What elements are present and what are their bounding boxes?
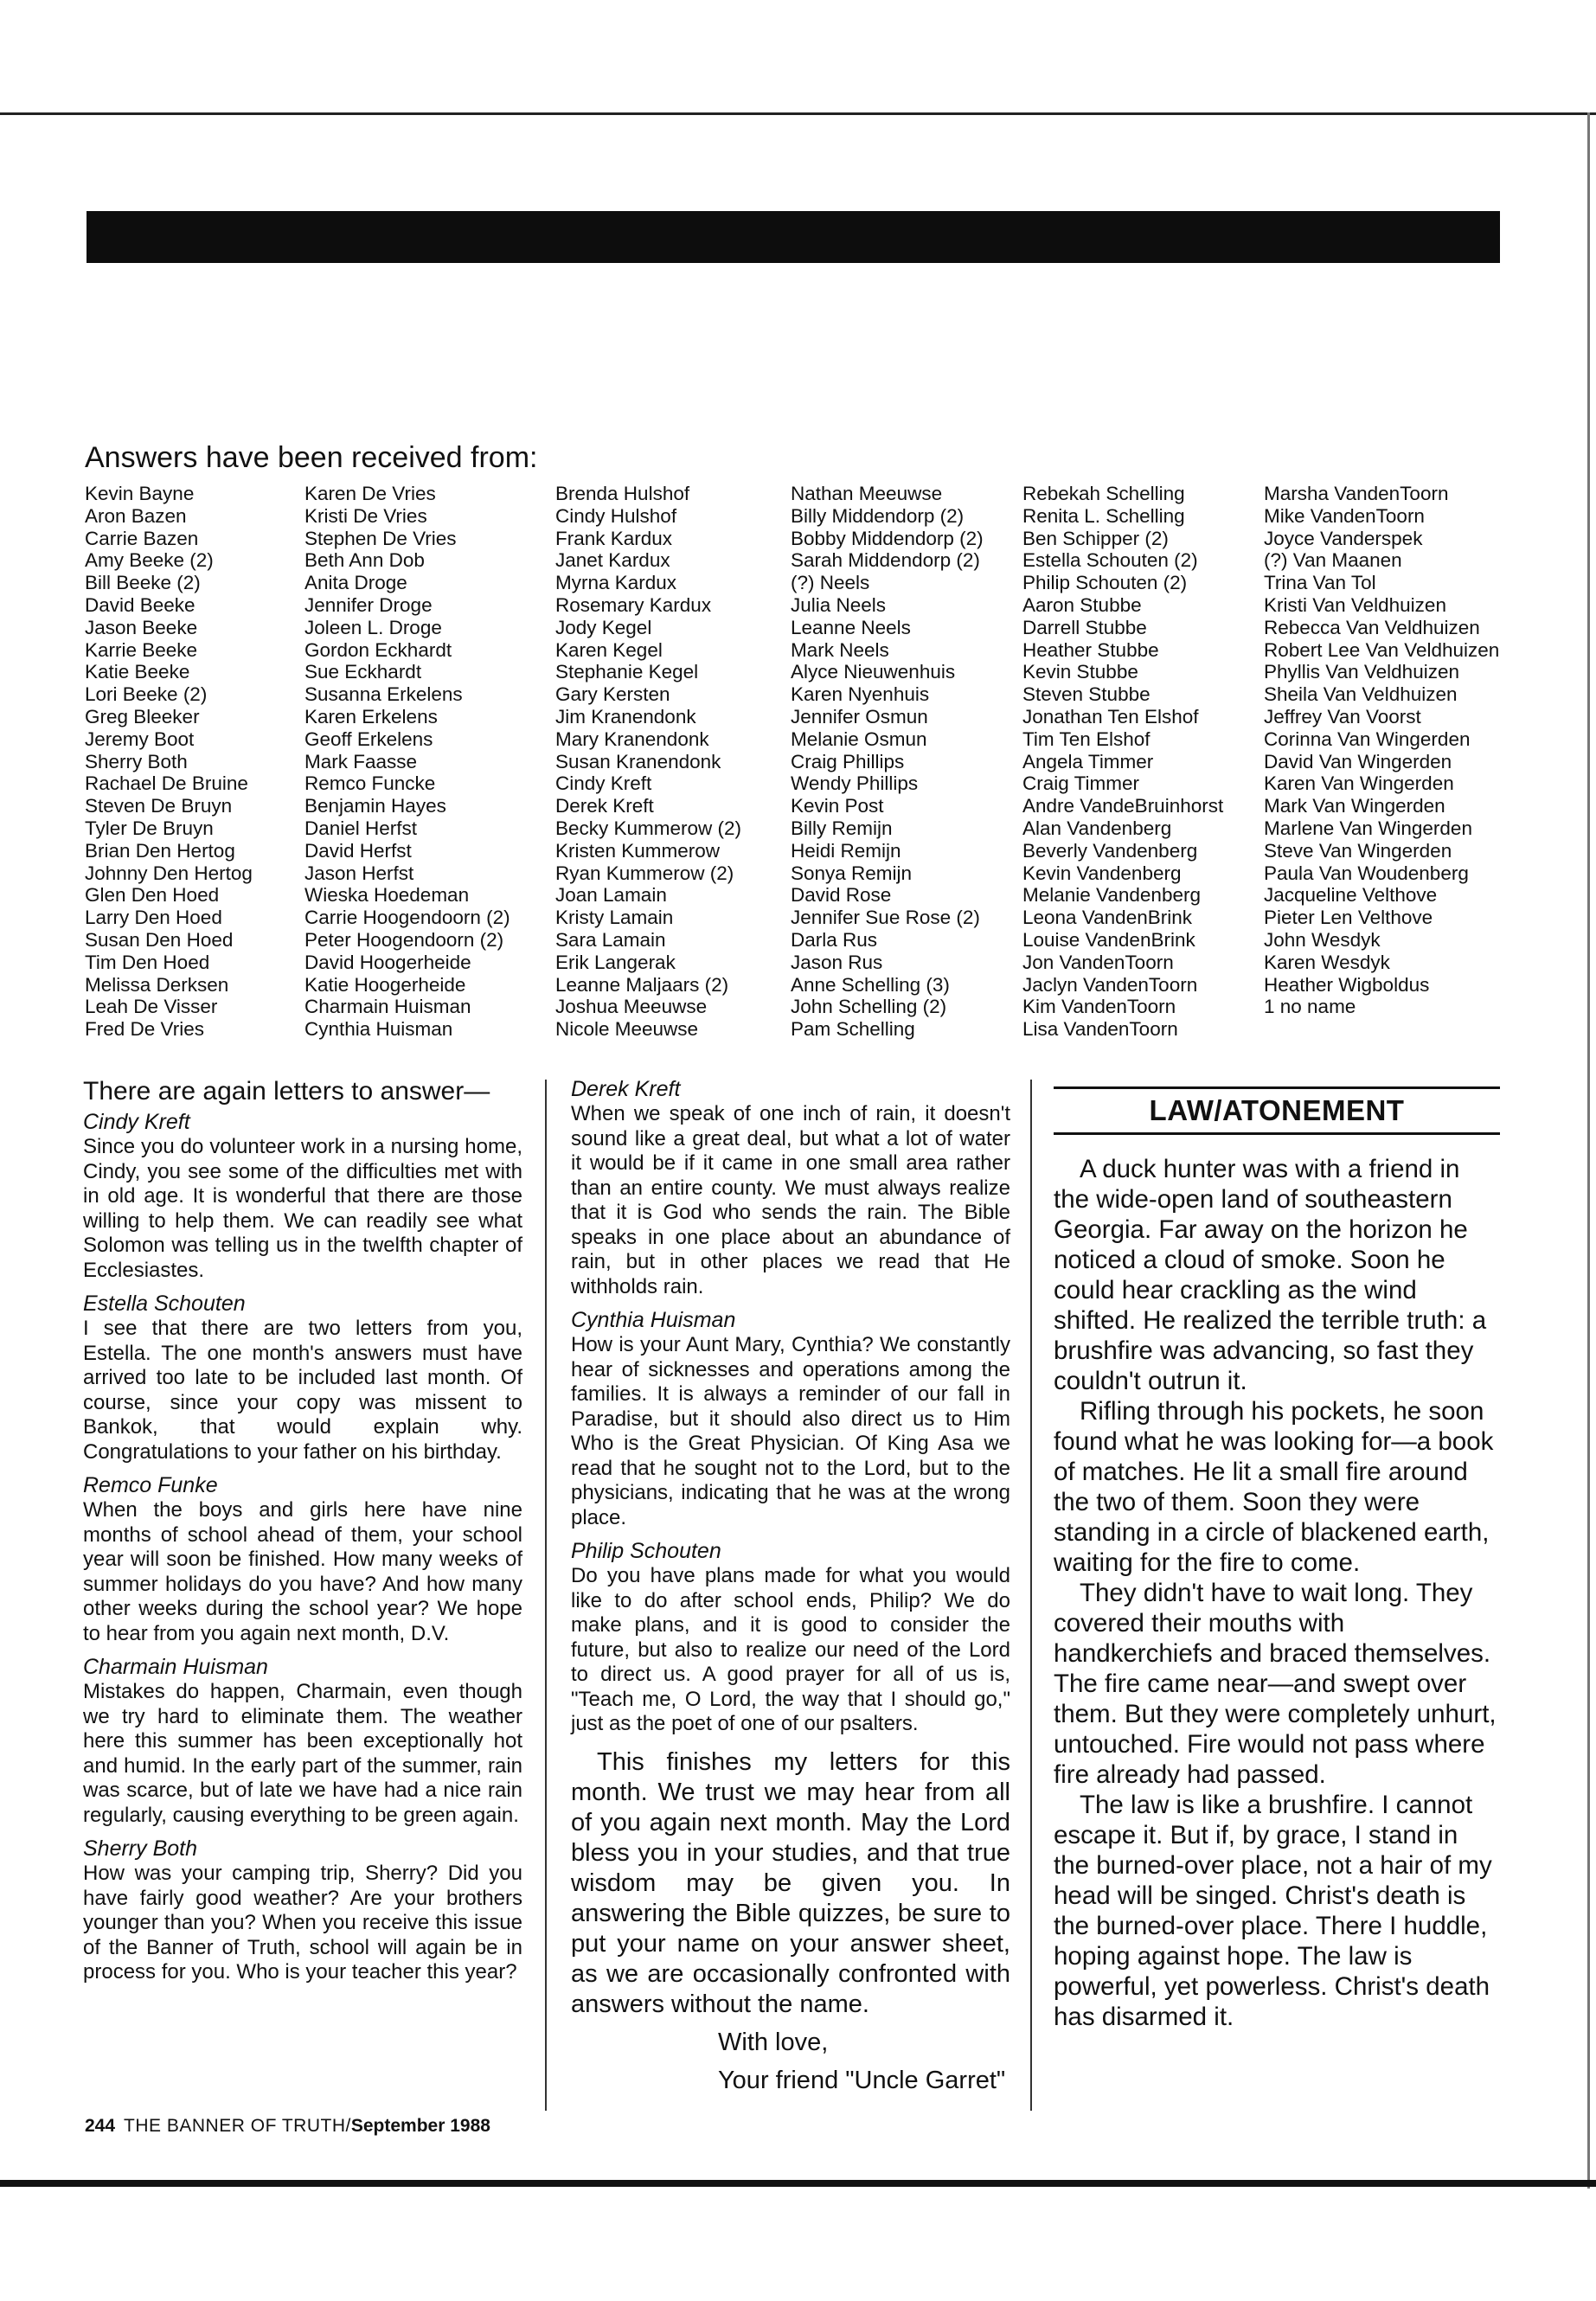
respondent-name: Karrie Beeke [85, 638, 198, 661]
respondent-name: Kim VandenToorn [1022, 996, 1176, 1018]
respondent-name: Frank Kardux [555, 527, 673, 549]
respondent-name: David Van Wingerden [1264, 750, 1452, 772]
respondent-name: Jason Rus [791, 951, 883, 973]
issue-date: September 1988 [350, 2116, 490, 2136]
respondent-name: Corinna Van Wingerden [1264, 727, 1471, 750]
respondent-name: John Wesdyk [1264, 928, 1381, 951]
respondent-name: Tim Den Hoed [85, 951, 210, 973]
respondent-name: Carrie Bazen [85, 527, 199, 549]
respondent-name: Cindy Hulshof [555, 504, 677, 527]
respondent-name: Paula Van Woudenberg [1264, 862, 1469, 884]
respondent-name: Kristy Lamain [555, 907, 674, 929]
respondent-name: Trina Van Tol [1264, 572, 1376, 594]
names-column-5 [1022, 483, 1223, 1041]
respondent-name: Susanna Erkelens [304, 683, 463, 706]
respondent-name: Gary Kersten [555, 683, 670, 706]
letter-text: Since you do volunteer work in a nursing home, Cindy, you see some of the difficulties met with in old age. It is wonderful that there are those willing to help them. We can readily see what Solomon was telling us in the twelfth chapter of Ecclesiastes. [83, 1135, 522, 1282]
respondent-name: Karen Kegel [555, 638, 663, 661]
respondent-name: Anne Schelling (3) [791, 973, 950, 996]
respondent-name: Aron Bazen [85, 504, 187, 527]
respondent-name: Jaclyn VandenToorn [1022, 973, 1198, 996]
respondent-name: Darla Rus [791, 928, 878, 951]
page-right-edge [1587, 112, 1590, 2189]
respondent-name: David Herfst [304, 839, 412, 862]
respondent-name: Benjamin Hayes [304, 795, 446, 817]
respondent-name: Melissa Derksen [85, 973, 229, 996]
respondent-name: Kristi Van Veldhuizen [1264, 593, 1446, 616]
letter-text: When we speak of one inch of rain, it doesn't sound like a great deal, but what a lot of water it would be if it came in one small area rather than an entire county. We must always realize that it is God who sends the rain. The Bible speaks in one place about an abundance of rain, but in other places we read that He withholds rain. [571, 1102, 1010, 1298]
respondent-name: Angela Timmer [1022, 750, 1154, 772]
respondent-name: Jeremy Boot [85, 727, 195, 750]
signoff-line-1: With love, [718, 2028, 829, 2056]
names-column-2 [304, 483, 510, 1041]
page-number: 244 [85, 2116, 116, 2136]
respondent-name: Lisa VandenToorn [1022, 1018, 1178, 1041]
respondent-name: David Rose [791, 884, 892, 907]
article-body [1054, 1154, 1500, 2032]
respondent-name: Robert Lee Van Veldhuizen [1264, 638, 1500, 661]
respondent-name: Glen Den Hoed [85, 884, 220, 907]
respondent-name: Leah De Visser [85, 996, 218, 1018]
respondent-name: Erik Langerak [555, 951, 676, 973]
law-atonement-article [1054, 1086, 1500, 2032]
signoff-line-2: Your friend "Uncle Garret" [718, 2066, 1006, 2094]
letter-entry [571, 1538, 1010, 1737]
respondent-name: Karen Van Wingerden [1264, 772, 1454, 795]
respondent-name: Jason Herfst [304, 862, 414, 884]
article-paragraph: A duck hunter was with a friend in the wide-open land of southeastern Georgia. Far away on the horizon he noticed a cloud of smoke. Soon he could hear crackling as the wind shifted. He realized the terrible truth: a brushfire was advancing, so fast they couldn't outrun it. [1054, 1155, 1487, 1395]
respondent-name: Nathan Meeuwse [791, 483, 943, 504]
letter-entry [83, 1654, 522, 1828]
letter-recipient: Philip Schouten [571, 1539, 721, 1563]
respondent-name: Philip Schouten (2) [1022, 572, 1188, 594]
respondent-name: Aaron Stubbe [1022, 593, 1142, 616]
respondent-name: Joshua Meeuwse [555, 996, 708, 1018]
article-rule-bottom [1054, 1132, 1500, 1135]
respondent-name: Susan Den Hoed [85, 928, 234, 951]
respondent-name: Louise VandenBrink [1022, 928, 1195, 951]
respondent-name: Sheila Van Veldhuizen [1264, 683, 1458, 706]
respondent-name: Rachael De Bruine [85, 772, 248, 795]
respondent-name: Katie Hoogerheide [304, 973, 466, 996]
letter-entry [83, 1472, 522, 1646]
respondent-name: Jody Kegel [555, 616, 652, 638]
respondent-name: Heather Wigboldus [1264, 973, 1430, 996]
respondent-name: Billy Remijn [791, 817, 893, 839]
respondent-name: Jon VandenToorn [1022, 951, 1174, 973]
respondent-name: Sarah Middendorp (2) [791, 549, 980, 572]
respondent-name: Janet Kardux [555, 549, 670, 572]
respondent-name: David Hoogerheide [304, 951, 471, 973]
respondent-name: Marsha VandenToorn [1264, 483, 1449, 504]
closing-paragraph: This finishes my letters for this month. We trust we may hear from all of you again next month. May the Lord bless you in your studies, and that true wisdom may be given you. In answering the Bible quizzes, be sure to put your name on your answer sheet, as we are occasionally confronted with answers without the name. [571, 1747, 1010, 2018]
column-divider-right [1030, 1080, 1032, 2111]
letter-recipient: Cynthia Huisman [571, 1308, 736, 1332]
letter-entry [83, 1836, 522, 1985]
letters-intro: There are again letters to answer— [83, 1077, 490, 1106]
respondent-name: Lori Beeke (2) [85, 683, 208, 706]
respondent-name: Sue Eckhardt [304, 661, 422, 683]
respondent-name: David Beeke [85, 593, 195, 616]
respondent-name: Melanie Osmun [791, 727, 927, 750]
respondent-name: Stephen De Vries [304, 527, 457, 549]
respondent-name: Kevin Stubbe [1022, 661, 1138, 683]
respondent-name: Beth Ann Dob [304, 549, 425, 572]
article-paragraph: They didn't have to wait long. They covered their mouths with handkerchiefs and braced themselves. The fire came near—and swept over them. But they were completely unhurt, untouched. Fire would not pass where fire already had passed. [1054, 1579, 1497, 1789]
names-column-4 [791, 483, 984, 1041]
letters-column-2 [571, 1076, 1010, 2096]
names-column-1 [85, 483, 253, 1041]
respondent-name: Andre VandeBruinhorst [1022, 795, 1224, 817]
respondent-name: Kevin Vandenberg [1022, 862, 1182, 884]
letter-entry [83, 1291, 522, 1465]
respondent-name: Cindy Kreft [555, 772, 652, 795]
respondent-name: Cynthia Huisman [304, 1018, 453, 1041]
respondent-name: Estella Schouten (2) [1022, 549, 1198, 572]
respondent-name: Myrna Kardux [555, 572, 677, 594]
respondent-name: Daniel Herfst [304, 817, 418, 839]
respondent-name: Rosemary Kardux [555, 593, 712, 616]
respondent-name: Mark Neels [791, 638, 889, 661]
respondent-name: Joleen L. Droge [304, 616, 442, 638]
respondent-name: Geoff Erkelens [304, 727, 433, 750]
respondent-name: Craig Timmer [1022, 772, 1140, 795]
respondent-name: Karen De Vries [304, 483, 436, 504]
letter-text: How is your Aunt Mary, Cynthia? We constantly hear of sicknesses and operations among the families. It is always a reminder of our fall in Paradise, but it should also direct us to Him Who is the Great Physician. Of King Asa we read that he sought not to the Lord, but to the physicians, indicating that he was at the wrong place. [571, 1333, 1010, 1529]
respondent-name: Ben Schipper (2) [1022, 527, 1169, 549]
letters-column-1 [83, 1076, 522, 1993]
respondent-name: Craig Phillips [791, 750, 905, 772]
respondent-name: Jonathan Ten Elshof [1022, 705, 1199, 727]
respondent-name: John Schelling (2) [791, 996, 947, 1018]
respondent-name: Alan Vandenberg [1022, 817, 1172, 839]
article-title: LAW/ATONEMENT [1149, 1094, 1405, 1126]
respondent-name: Becky Kummerow (2) [555, 817, 742, 839]
respondent-name: Karen Wesdyk [1264, 951, 1390, 973]
respondent-name: Heather Stubbe [1022, 638, 1159, 661]
respondent-name: Gordon Eckhardt [304, 638, 452, 661]
column-divider-left [545, 1080, 547, 2111]
respondent-name: Pam Schelling [791, 1018, 915, 1041]
respondent-name: Pieter Len Velthove [1264, 907, 1433, 929]
respondent-name: Billy Middendorp (2) [791, 504, 965, 527]
article-paragraph: The law is like a brushfire. I cannot escape it. But if, by grace, I stand in the burned-over place, not a hair of my head will be singed. Christ's death is the burned-over place. There I huddle, hoping against hope. The law is powerful, yet powerless. Christ's death has disarmed it. [1054, 1791, 1492, 2031]
respondent-name: Rebecca Van Veldhuizen [1264, 616, 1480, 638]
respondent-name: Charmain Huisman [304, 996, 471, 1018]
respondent-name: Leanne Neels [791, 616, 911, 638]
respondent-name: Jennifer Sue Rose (2) [791, 907, 980, 929]
respondent-name: Carrie Hoogendoorn (2) [304, 907, 510, 929]
respondent-name: Joyce Vanderspek [1264, 527, 1423, 549]
respondent-name: Kristi De Vries [304, 504, 427, 527]
respondent-name: Julia Neels [791, 593, 887, 616]
respondent-name: Mike VandenToorn [1264, 504, 1425, 527]
respondent-name: Brian Den Hertog [85, 839, 235, 862]
respondent-name: Katie Beeke [85, 661, 190, 683]
respondent-name: Marlene Van Wingerden [1264, 817, 1472, 839]
respondent-name: Sonya Remijn [791, 862, 913, 884]
respondent-name: Kevin Bayne [85, 483, 195, 504]
respondent-name: Mark Van Wingerden [1264, 795, 1445, 817]
letter-text: I see that there are two letters from you, Estella. The one month's answers must have arrived too late to be included last month. Of course, since your copy was missent to Bankok, that would explain why. Congratulations to your father on his birthday. [83, 1317, 522, 1464]
respondent-name: Tim Ten Elshof [1022, 727, 1151, 750]
respondent-name: Jason Beeke [85, 616, 198, 638]
respondent-name: Phyllis Van Veldhuizen [1264, 661, 1459, 683]
respondent-name: Bobby Middendorp (2) [791, 527, 984, 549]
publication-name: THE BANNER OF TRUTH/ [124, 2116, 351, 2136]
respondent-name: Renita L. Schelling [1022, 504, 1185, 527]
respondent-name: Kevin Post [791, 795, 884, 817]
respondent-name: Nicole Meeuwse [555, 1018, 699, 1041]
respondent-name: Beverly Vandenberg [1022, 839, 1198, 862]
respondent-name: Alyce Nieuwenhuis [791, 661, 956, 683]
respondent-name: Ryan Kummerow (2) [555, 862, 734, 884]
respondent-name: Jeffrey Van Voorst [1264, 705, 1421, 727]
respondent-name: Wieska Hoedeman [304, 884, 470, 907]
letter-recipient: Derek Kreft [571, 1077, 681, 1101]
respondent-name: Steve Van Wingerden [1264, 839, 1452, 862]
respondent-name: Derek Kreft [555, 795, 654, 817]
letter-recipient: Remco Funke [83, 1473, 218, 1497]
respondent-name: (?) Neels [791, 572, 870, 594]
respondent-name: Susan Kranendonk [555, 750, 721, 772]
respondent-name: Greg Bleeker [85, 705, 200, 727]
respondent-name: Mary Kranendonk [555, 727, 709, 750]
names-column-3 [555, 483, 741, 1041]
respondent-name: Leona VandenBrink [1022, 907, 1192, 929]
respondent-name: Heidi Remijn [791, 839, 901, 862]
respondent-name: Joan Lamain [555, 884, 667, 907]
respondent-name: Steven De Bruyn [85, 795, 233, 817]
letter-recipient: Cindy Kreft [83, 1110, 190, 1134]
respondent-name: Peter Hoogendoorn (2) [304, 928, 504, 951]
respondent-name: Brenda Hulshof [555, 483, 690, 504]
letter-text: How was your camping trip, Sherry? Did you have fairly good weather? Are your brothers younger than you? When you receive this issue of the Banner of Truth, school will again be in process for you. Who is your teacher this year? [83, 1862, 522, 1984]
respondent-name: Rebekah Schelling [1022, 483, 1185, 504]
respondent-name: Tyler De Bruyn [85, 817, 214, 839]
respondent-name: Jennifer Osmun [791, 705, 928, 727]
respondent-name: Bill Beeke (2) [85, 572, 201, 594]
respondent-name: Melanie Vandenberg [1022, 884, 1201, 907]
respondent-name: Steven Stubbe [1022, 683, 1151, 706]
page-footer [85, 2116, 490, 2137]
letter-recipient: Estella Schouten [83, 1292, 246, 1316]
respondent-name: Jacqueline Velthove [1264, 884, 1438, 907]
respondent-name: Larry Den Hoed [85, 907, 222, 929]
names-column-6 [1264, 483, 1499, 1018]
respondent-name: Johnny Den Hertog [85, 862, 253, 884]
respondent-name: Karen Erkelens [304, 705, 438, 727]
letter-text: When the boys and girls here have nine months of school ahead of them, your school year will soon be finished. How many weeks of summer holidays do you have? And how many other weeks during the school year? We hope to hear from you again next month, D.V. [83, 1498, 522, 1645]
respondent-name: Kristen Kummerow [555, 839, 721, 862]
top-border-rule [0, 112, 1596, 115]
article-paragraph: Rifling through his pockets, he soon found what he was looking for—a book of matches. He lit a small fire around the two of them. Soon they were standing in a circle of blackened earth, waiting for the fire to come. [1054, 1397, 1494, 1577]
respondent-name: Mark Faasse [304, 750, 418, 772]
respondent-name: Darrell Stubbe [1022, 616, 1147, 638]
respondent-name: Jennifer Droge [304, 593, 433, 616]
letter-entry [571, 1076, 1010, 1299]
respondent-name: Karen Nyenhuis [791, 683, 930, 706]
bottom-border-rule [0, 2180, 1596, 2187]
letter-text: Do you have plans made for what you would like to do after school ends, Philip? We do make plans, and it is good to consider the future, but also to realize our need of the Lord to direct us. A good prayer for all of us is, "Teach me, O Lord, the way that I should go," just as the poet of one of our psalters. [571, 1564, 1010, 1735]
respondent-name: Wendy Phillips [791, 772, 919, 795]
respondent-name: Sherry Both [85, 750, 188, 772]
respondent-name: 1 no name [1264, 996, 1356, 1018]
respondent-name: Stephanie Kegel [555, 661, 699, 683]
header-banner-bar [87, 211, 1500, 263]
letter-recipient: Sherry Both [83, 1836, 198, 1861]
respondent-name: Remco Funcke [304, 772, 436, 795]
respondent-name: Anita Droge [304, 572, 407, 594]
respondent-name: (?) Van Maanen [1264, 549, 1402, 572]
respondent-name: Leanne Maljaars (2) [555, 973, 729, 996]
respondent-name: Fred De Vries [85, 1018, 204, 1041]
respondent-name: Jim Kranendonk [555, 705, 696, 727]
letter-recipient: Charmain Huisman [83, 1655, 268, 1679]
letter-entry [571, 1307, 1010, 1530]
respondent-name: Sara Lamain [555, 928, 666, 951]
letter-entry [83, 1109, 522, 1283]
letter-text: Mistakes do happen, Charmain, even though we try hard to eliminate them. The weather here this summer has been exceptionally hot and humid. In the early part of the summer, rain was scarce, but of late we have had a nice rain regularly, causing everything to be green again. [83, 1680, 522, 1827]
respondent-name: Amy Beeke (2) [85, 549, 214, 572]
answers-heading: Answers have been received from: [85, 441, 538, 474]
